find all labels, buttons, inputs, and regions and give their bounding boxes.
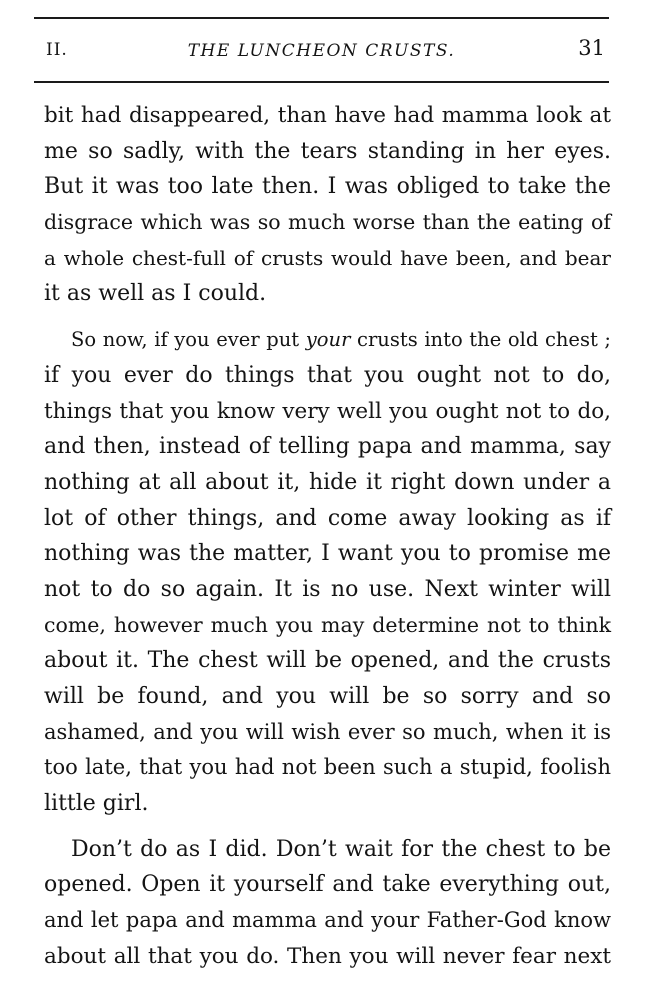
text-line: lot of other things, and come away looking as if	[44, 505, 611, 531]
text-line: me so sadly, with the tears standing in her eyes.	[44, 138, 611, 164]
text-line: will be found, and you will be so sorry and so	[44, 684, 611, 709]
text-line: But it was too late then. I was obliged to take the	[44, 174, 611, 200]
header-bottom-rule	[34, 81, 609, 83]
text-line: disgrace which was so much worse than the eating of	[44, 210, 611, 235]
page-number: 31	[578, 36, 605, 60]
text-line: too late, that you had not been such a stupid, foolish	[44, 755, 611, 780]
text-line: nothing was the matter, I want you to promise me	[44, 541, 611, 567]
emphasis-text: your	[305, 328, 351, 352]
paragraph-1	[44, 98, 611, 312]
text-line: Don’t do as I did. Don’t wait for the chest to be	[71, 836, 611, 862]
text-line: it as well as I could.	[44, 281, 267, 307]
text-run: So now, if you ever put	[71, 328, 306, 352]
text-line	[44, 322, 611, 358]
chapter-number: II.	[46, 40, 68, 60]
body-text	[44, 98, 611, 975]
text-line: not to do so again. It is no use. Next winter will	[44, 576, 611, 602]
text-line: a whole chest-full of crusts would have been, and bear	[44, 245, 611, 270]
text-line: little girl.	[44, 791, 149, 817]
text-line: about it. The chest will be opened, and the crusts	[44, 648, 611, 674]
running-header	[34, 34, 609, 68]
text-line: ashamed, and you will wish ever so much, when it is	[44, 719, 611, 744]
text-line: bit had disappeared, than have had mamma look at	[44, 103, 611, 128]
text-line: come, however much you may determine not to think	[44, 612, 611, 637]
text-line: things that you know very well you ought not to do,	[44, 398, 611, 424]
running-title: THE LUNCHEON CRUSTS.	[187, 41, 456, 61]
text-line: about all that you do. Then you will never fear next	[44, 943, 611, 969]
text-line: if you ever do things that you ought not to do,	[44, 362, 611, 388]
header-top-rule	[34, 17, 609, 19]
text-line: nothing at all about it, hide it right down under a	[44, 469, 611, 495]
text-line: opened. Open it yourself and take everything out,	[44, 872, 611, 898]
text-run: crusts into the old chest ;	[350, 328, 612, 352]
paragraph-3	[44, 832, 611, 975]
text-line: and let papa and mamma and your Father-God know	[44, 908, 611, 933]
paragraph-2	[44, 322, 611, 822]
text-line: and then, instead of telling papa and mamma, say	[44, 434, 611, 460]
